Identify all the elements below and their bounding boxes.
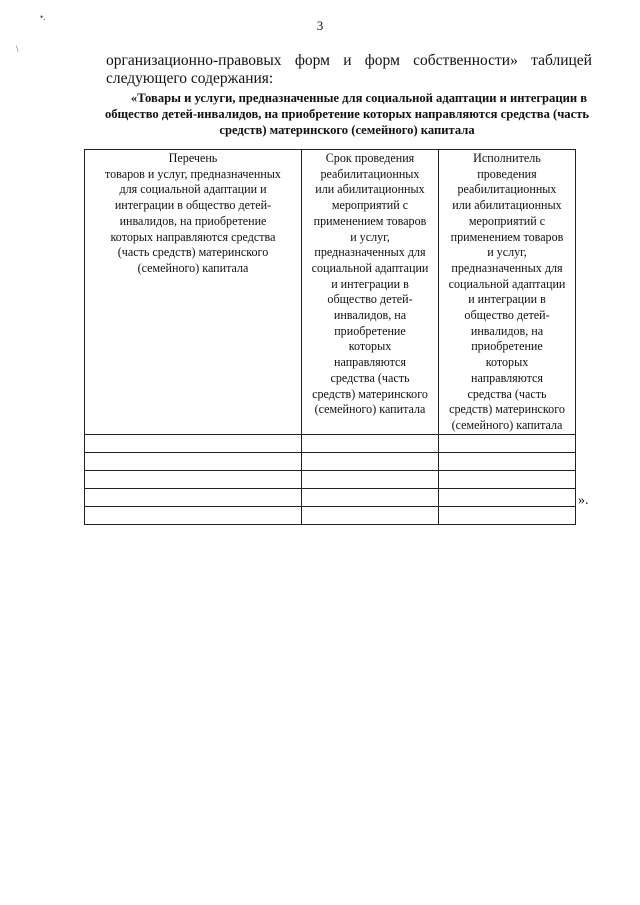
table-cell bbox=[302, 470, 439, 488]
header-cell-line: товаров и услуг, предназначенных bbox=[105, 166, 281, 181]
header-cell-line: и услуг, bbox=[350, 229, 390, 244]
header-cell-line: и услуг, bbox=[487, 245, 527, 260]
table-cell bbox=[302, 488, 439, 506]
header-cell-line: применением товаров bbox=[313, 213, 427, 228]
header-cell-line: общество детей- bbox=[464, 308, 550, 323]
header-cell-line: реабилитационных bbox=[457, 182, 557, 197]
header-cell-line: средства (часть bbox=[467, 386, 547, 401]
header-cell-line: средства (часть bbox=[330, 370, 410, 385]
header-cell-line: (семейного) капитала bbox=[137, 260, 249, 275]
header-cell-line: Исполнитель bbox=[473, 151, 541, 165]
goods-services-table bbox=[84, 149, 576, 525]
table-title bbox=[96, 90, 598, 138]
header-cell-line: инвалидов, на приобретение bbox=[119, 213, 267, 228]
header-cell-line: Срок проведения bbox=[325, 151, 415, 165]
table-title-line: общество детей-инвалидов, на приобретение которых направляются средства (часть bbox=[104, 107, 590, 121]
intro-line-2: следующего содержания: bbox=[106, 70, 274, 87]
table-cell bbox=[439, 506, 576, 524]
header-cell-line: мероприятий с bbox=[331, 198, 409, 213]
table-cell bbox=[85, 452, 302, 470]
header-cell-line: направляются bbox=[334, 355, 406, 370]
closing-quote: ». bbox=[578, 493, 589, 508]
header-cell-line: которых направляются средства bbox=[110, 229, 276, 244]
table-row bbox=[85, 470, 576, 488]
header-cell-list bbox=[85, 150, 302, 435]
header-cell-line: средств) материнского bbox=[312, 386, 428, 401]
intro-word: организационно-правовых bbox=[106, 52, 282, 69]
intro-word: собственности» bbox=[413, 52, 518, 69]
header-cell-line: общество детей- bbox=[327, 292, 413, 307]
header-cell-line: применением товаров bbox=[450, 229, 564, 244]
header-cell-line: и интеграции в bbox=[468, 292, 546, 307]
header-cell-line: инвалидов, на bbox=[470, 323, 544, 338]
table-cell bbox=[302, 506, 439, 524]
header-cell-line: или абилитационных bbox=[315, 182, 425, 197]
header-cell-line: (семейного) капитала bbox=[314, 402, 426, 417]
scan-mark: \ bbox=[16, 44, 19, 54]
page-number: 3 bbox=[316, 18, 324, 33]
header-cell-line: реабилитационных bbox=[320, 166, 420, 181]
table-cell bbox=[85, 470, 302, 488]
header-cell-line: для социальной адаптации и bbox=[119, 182, 267, 197]
table-header-row bbox=[85, 150, 576, 435]
intro-paragraph bbox=[106, 52, 592, 88]
header-cell-line: которых bbox=[348, 339, 392, 354]
intro-word: форм bbox=[364, 52, 400, 69]
table-row bbox=[85, 488, 576, 506]
table-cell bbox=[302, 434, 439, 452]
table-cell bbox=[439, 434, 576, 452]
table-cell bbox=[439, 452, 576, 470]
intro-line-1 bbox=[106, 52, 592, 70]
header-cell-line: приобретение bbox=[471, 339, 543, 354]
header-cell-line: приобретение bbox=[334, 323, 406, 338]
table-cell bbox=[439, 470, 576, 488]
table-cell bbox=[302, 452, 439, 470]
table-cell bbox=[85, 434, 302, 452]
header-cell-line: направляются bbox=[471, 370, 543, 385]
header-cell-line: предназначенных для bbox=[314, 245, 426, 260]
header-cell-line: социальной адаптации bbox=[448, 276, 566, 291]
table-row bbox=[85, 452, 576, 470]
header-cell-executor bbox=[439, 150, 576, 435]
header-cell-line: средств) материнского bbox=[449, 402, 565, 417]
header-cell-line: проведения bbox=[477, 166, 537, 181]
table-cell bbox=[439, 488, 576, 506]
intro-word: таблицей bbox=[531, 52, 592, 69]
table-title-line: средств) материнского (семейного) капитала bbox=[219, 123, 475, 137]
header-cell-line: Перечень bbox=[168, 151, 218, 165]
header-cell-line: предназначенных для bbox=[451, 260, 563, 275]
intro-word: и bbox=[343, 52, 352, 69]
header-cell-line: которых bbox=[485, 355, 529, 370]
header-cell-line: инвалидов, на bbox=[333, 308, 407, 323]
table-cell bbox=[85, 488, 302, 506]
header-cell-line: интеграции в общество детей- bbox=[114, 198, 272, 213]
table-row bbox=[85, 506, 576, 524]
header-cell-line: мероприятий с bbox=[468, 213, 546, 228]
header-cell-line: или абилитационных bbox=[452, 198, 562, 213]
scan-mark: •. bbox=[40, 12, 46, 22]
header-cell-line: и интеграции в bbox=[331, 276, 409, 291]
header-cell-line: (часть средств) материнского bbox=[117, 245, 269, 260]
header-cell-term bbox=[302, 150, 439, 435]
header-cell-line: социальной адаптации bbox=[311, 260, 429, 275]
table-title-line: «Товары и услуги, предназначенные для социальной адаптации и интеграции в bbox=[130, 91, 588, 105]
table-cell bbox=[85, 506, 302, 524]
header-cell-line: (семейного) капитала bbox=[451, 417, 563, 432]
table-row bbox=[85, 434, 576, 452]
intro-word: форм bbox=[294, 52, 330, 69]
